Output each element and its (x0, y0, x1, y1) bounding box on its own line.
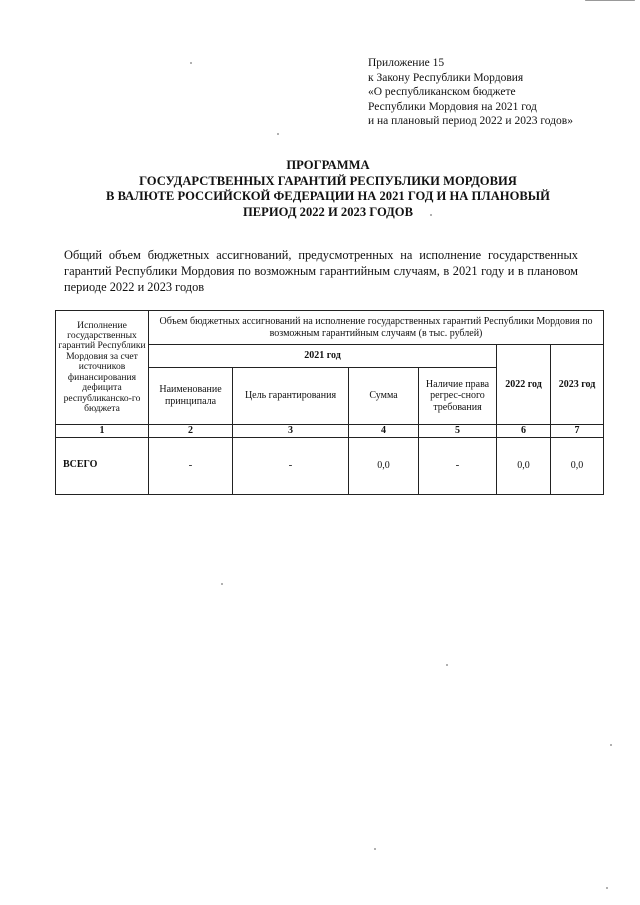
scan-speck (190, 62, 192, 64)
purpose-header: Цель гарантирования (233, 368, 349, 425)
title-line: ГОСУДАРСТВЕННЫХ ГАРАНТИЙ РЕСПУБЛИКИ МОРДОВИЯ (139, 173, 517, 188)
appendix-line: «О республиканском бюджете (368, 86, 516, 99)
column-number: 2 (149, 425, 233, 438)
guarantees-table (55, 310, 604, 495)
column-numbers-row (56, 425, 604, 438)
year-2023-header: 2023 год (551, 345, 604, 425)
scan-speck (446, 664, 448, 666)
scan-speck (277, 133, 279, 135)
total-regress: - (419, 438, 497, 495)
total-row (56, 438, 604, 495)
column-number: 7 (551, 425, 604, 438)
appendix-line: Приложение 15 (368, 57, 445, 69)
scan-speck (585, 0, 635, 1)
column-number: 1 (56, 425, 149, 438)
appendix-note (368, 56, 573, 129)
principal-header: Наименование принципала (149, 368, 233, 425)
col1-header: Исполнение государственных гарантий Республики Мордовия за счет источников финансирования дефицита республиканско-го бюджета (56, 311, 149, 425)
intro-paragraph: Общий объем бюджетных ассигнований, предусмотренных на исполнение государственных гарантий Республики Мордовия по возможным гарантийным случаям, в 2021 году и в плановом периоде 2022 и 2023 годов (64, 248, 578, 294)
year-2022-header: 2022 год (497, 345, 551, 425)
scan-speck (430, 214, 432, 216)
appendix-line: Республики Мордовия на 2021 год (368, 100, 537, 113)
sum-header: Сумма (349, 368, 419, 425)
column-number: 3 (233, 425, 349, 438)
total-principal: - (149, 438, 233, 495)
total-purpose: - (233, 438, 349, 495)
column-number: 5 (419, 425, 497, 438)
year-2021-header: 2021 год (149, 345, 497, 368)
scan-speck (606, 887, 608, 889)
column-number: 6 (497, 425, 551, 438)
appendix-line: к Закону Республики Мордовия (368, 71, 524, 84)
appendix-line: и на плановый период 2022 и 2023 годов» (368, 115, 573, 128)
total-label: ВСЕГО (56, 438, 149, 495)
group-header: Объем бюджетных ассигнований на исполнение государственных гарантий Республики Мордовия по возможным гарантийным случаям (в тыс. рублей) (149, 311, 604, 345)
document-title (60, 158, 596, 220)
total-2023: 0,0 (551, 438, 604, 495)
scan-speck (374, 848, 376, 850)
title-line: В ВАЛЮТЕ РОССИЙСКОЙ ФЕДЕРАЦИИ НА 2021 ГОД И НА ПЛАНОВЫЙ (106, 189, 550, 203)
column-number: 4 (349, 425, 419, 438)
total-2022: 0,0 (497, 438, 551, 495)
title-line: ПРОГРАММА (286, 158, 370, 172)
total-sum: 0,0 (349, 438, 419, 495)
title-line: ПЕРИОД 2022 И 2023 ГОДОВ (242, 204, 413, 219)
scan-speck (610, 744, 612, 746)
regress-header: Наличие права регрес-сного требования (419, 368, 497, 425)
scan-speck (221, 583, 223, 585)
